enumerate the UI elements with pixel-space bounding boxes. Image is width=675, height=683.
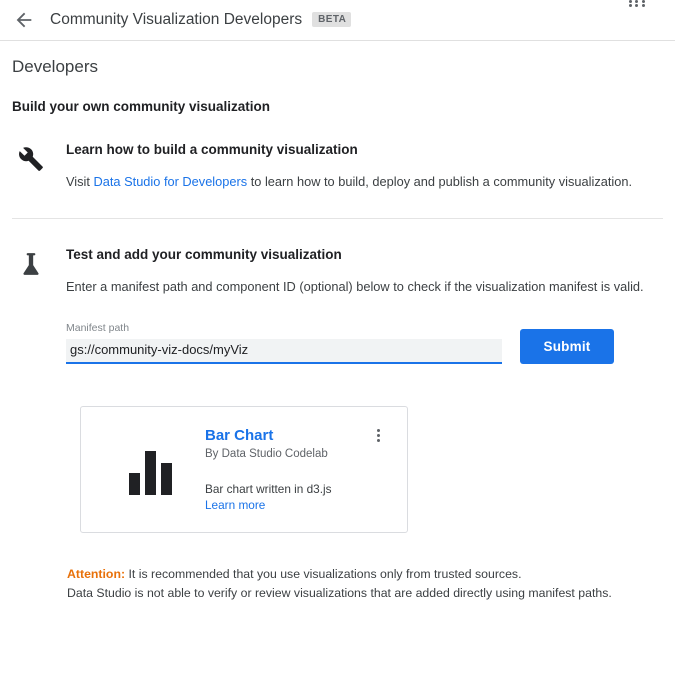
app-title: Community Visualization Developers xyxy=(50,11,303,28)
visualization-title[interactable]: Bar Chart xyxy=(205,427,274,445)
manifest-path-input[interactable] xyxy=(66,339,502,364)
attention-line1: It is recommended that you use visualizations only from trusted sources. xyxy=(128,567,522,582)
test-section xyxy=(12,219,663,628)
attention-line2: Data Studio is not able to verify or review visualizations that are added directly using manifest paths. xyxy=(67,585,612,600)
manifest-path-field xyxy=(66,322,502,364)
visualization-card[interactable] xyxy=(80,406,408,533)
learn-section-text xyxy=(66,173,655,192)
flask-icon xyxy=(12,247,66,602)
back-arrow-icon[interactable] xyxy=(12,8,36,32)
page-subtitle: Build your own community visualization xyxy=(12,99,271,114)
beta-badge: BETA xyxy=(312,12,351,27)
test-section-heading: Test and add your community visualization xyxy=(66,246,342,262)
bar-chart-icon xyxy=(95,425,205,512)
more-vert-icon[interactable] xyxy=(371,425,385,445)
attention-label: Attention: xyxy=(67,567,126,582)
test-section-text: Enter a manifest path and component ID (optional) below to check if the visualization manifest is valid. xyxy=(66,278,644,294)
developers-link[interactable]: Data Studio for Developers xyxy=(93,174,248,189)
learn-text-before: Visit xyxy=(66,174,90,189)
apps-grid-icon[interactable] xyxy=(629,0,647,7)
learn-text-after: to learn how to build, deploy and publish a community visualization. xyxy=(250,174,633,189)
manifest-form xyxy=(66,322,655,364)
submit-button[interactable]: Submit xyxy=(520,329,614,364)
learn-section xyxy=(12,114,663,218)
top-app-bar xyxy=(0,0,675,41)
learn-section-heading: Learn how to build a community visualization xyxy=(66,142,358,157)
attention-note xyxy=(66,565,655,602)
manifest-path-label: Manifest path xyxy=(66,322,130,335)
topbar-actions xyxy=(629,0,647,40)
wrench-icon xyxy=(12,142,66,192)
visualization-author: By Data Studio Codelab xyxy=(205,448,328,461)
visualization-info xyxy=(205,425,393,512)
learn-more-link[interactable]: Learn more xyxy=(205,498,266,513)
page-title: Developers xyxy=(12,57,98,76)
page-header xyxy=(0,57,675,114)
visualization-results xyxy=(66,406,655,533)
visualization-description: Bar chart written in d3.js xyxy=(205,482,332,497)
